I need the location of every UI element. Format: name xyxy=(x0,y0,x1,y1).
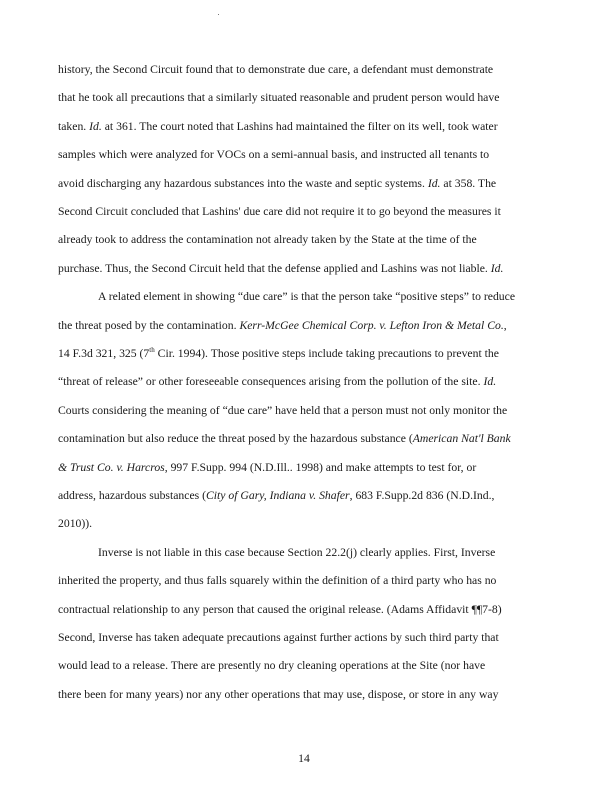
text-line xyxy=(58,659,485,673)
text-run: , 997 F.Supp. 994 (N.D.Ill.. 1998) and make attempts to test for, or xyxy=(164,460,477,474)
text-run: that he took all precautions that a similarly situated reasonable and prudent person would have xyxy=(58,91,500,105)
text-run: Second, Inverse has taken adequate precautions against further actions by such third party that xyxy=(58,631,499,644)
text-run: A related element in showing “due care” is that the person take “positive steps” to reduce xyxy=(98,290,516,304)
text-run: 14 F.3d 321, 325 (7 xyxy=(58,347,150,360)
citation-italic: & Trust Co. v. Harcros xyxy=(58,460,165,474)
citation-italic: Id. xyxy=(427,176,441,190)
text-run: Courts considering the meaning of “due care” have held that a person must not only monitor the xyxy=(58,403,508,417)
text-line xyxy=(58,517,92,531)
text-line xyxy=(58,404,507,418)
text-run: the threat posed by the contamination. xyxy=(58,318,240,332)
text-line xyxy=(58,489,494,503)
text-run: contamination but also reduce the threat posed by the hazardous substance ( xyxy=(58,432,413,446)
citation-italic: Id. xyxy=(483,375,497,389)
text-run: , xyxy=(503,318,507,332)
citation-italic: Kerr-McGee Chemical Corp. v. Lefton Iron & Metal Co. xyxy=(239,318,504,332)
text-run: contractual relationship to any person that caused the original release. (Adams Affidavit ¶¶7-8) xyxy=(58,602,502,616)
text-run: Second Circuit concluded that Lashins' due care did not require it to go beyond the measures it xyxy=(58,205,501,218)
text-run: at 361. The court noted that Lashins had maintained the filter on its well, took water xyxy=(101,119,498,133)
text-line xyxy=(58,375,496,389)
citation-italic: Id. xyxy=(89,119,102,133)
scan-speck xyxy=(218,14,219,15)
text-line xyxy=(58,148,489,162)
text-line xyxy=(58,461,476,475)
citation-italic: American Nat'l Bank xyxy=(412,432,511,446)
text-line xyxy=(58,631,499,645)
text-run: history, the Second Circuit found that to demonstrate due care, a defendant must demonstrate xyxy=(58,63,494,76)
text-line xyxy=(58,347,499,361)
text-line xyxy=(58,432,511,446)
text-run: would lead to a release. There are presently no dry cleaning operations at the Site (nor have xyxy=(58,659,486,673)
text-line xyxy=(98,546,495,560)
text-line xyxy=(58,63,493,77)
text-run: taken. xyxy=(58,119,90,133)
text-run: “threat of release” or other foreseeable consequences arising from the pollution of the site. xyxy=(58,375,484,389)
text-run: Cir. 1994). Those positive steps include taking precautions to prevent the xyxy=(154,347,499,360)
page-number: 14 xyxy=(298,752,310,765)
text-line xyxy=(58,205,501,219)
ordinal-superscript: th xyxy=(149,346,155,354)
text-line xyxy=(58,120,498,134)
text-line xyxy=(58,233,477,247)
text-line xyxy=(98,290,515,304)
text-run: address, hazardous substances ( xyxy=(58,489,206,502)
text-line xyxy=(58,177,496,191)
text-line xyxy=(58,91,499,105)
citation-italic: Id. xyxy=(490,261,504,275)
text-line xyxy=(58,574,496,588)
text-run: already took to address the contamination not already taken by the State at the time of the xyxy=(58,233,477,247)
citation-italic: City of Gary, Indiana v. Shafer xyxy=(206,489,350,502)
text-run: 2010)). xyxy=(58,517,93,531)
text-run: Inverse is not liable in this case because Section 22.2(j) clearly applies. First, Inverse xyxy=(98,545,496,559)
text-line xyxy=(58,319,507,333)
text-run: purchase. Thus, the Second Circuit held that the defense applied and Lashins was not liable. xyxy=(58,261,491,275)
text-run: inherited the property, and thus falls squarely within the definition of a third party who has no xyxy=(58,574,497,588)
text-line xyxy=(58,262,503,276)
text-run: there been for many years) nor any other operations that may use, dispose, or store in any way xyxy=(58,687,499,701)
text-run: , 683 F.Supp.2d 836 (N.D.Ind., xyxy=(349,489,495,502)
text-run: avoid discharging any hazardous substances into the waste and septic systems. xyxy=(58,176,428,190)
text-line xyxy=(58,688,498,702)
text-run: samples which were analyzed for VOCs on a semi-annual basis, and instructed all tenants to xyxy=(58,148,490,162)
text-run: at 358. The xyxy=(440,176,497,190)
text-line xyxy=(58,603,502,617)
